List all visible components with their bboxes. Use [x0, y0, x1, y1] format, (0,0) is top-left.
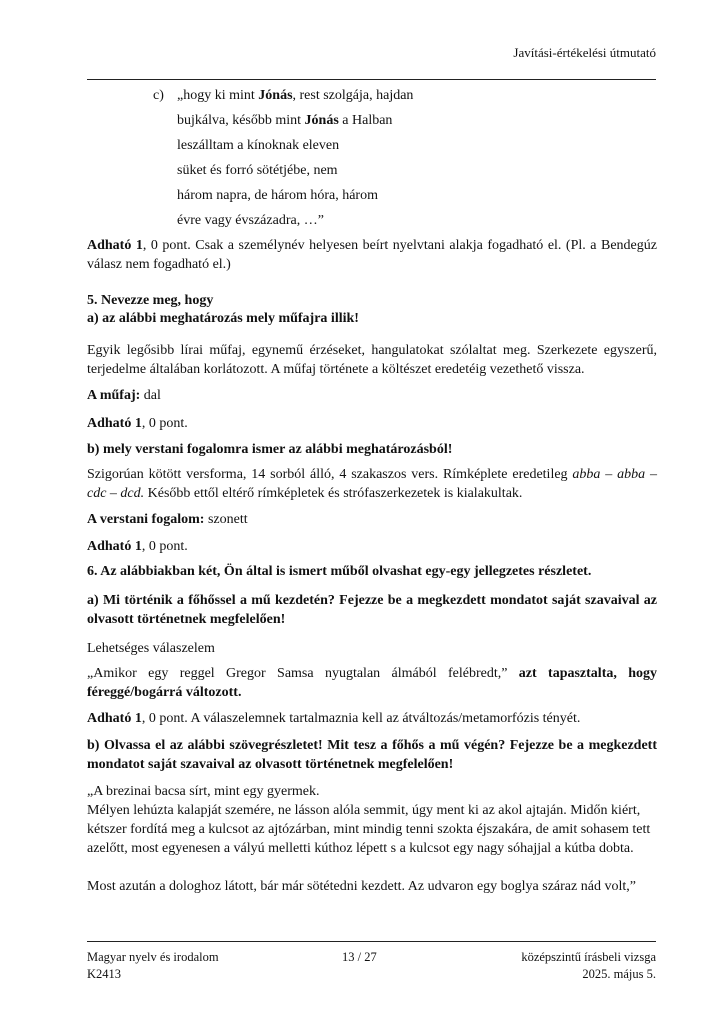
q5-title: 5. Nevezze meg, hogy [87, 293, 214, 308]
q6-title: 6. Az alábbiakban két, Ön által is ismert műből olvashat egy-egy jellegzetes részletet. [87, 564, 592, 579]
footer-code: K2413 [87, 967, 122, 981]
footer-date: 2025. május 5. [582, 967, 656, 981]
q5b-score: Adható 1, 0 pont. [87, 539, 188, 554]
header-rule [87, 79, 656, 80]
footer-rule [87, 941, 656, 942]
q5b-text: Szigorúan kötött versforma, 14 sorból álló, 4 szakaszos vers. Rímképlete eredetileg abba – abba – cdc – dcd. Később ettől eltérő rímképletek és strófaszerkezetek is kialakultak. [87, 467, 658, 501]
poem-line-4: süket és forró sötétjébe, nem [177, 163, 338, 178]
q6a-possible-answer: Lehetséges válaszelem [87, 641, 215, 656]
poem-line-5: három napra, de három hóra, három [177, 188, 378, 203]
excerpt-p1: „A brezinai bacsa sírt, mint egy gyermek. [87, 784, 320, 799]
poem-line-2: bujkálva, később mint Jónás a Halban [177, 113, 393, 128]
excerpt-p2: Mélyen lehúzta kalapját szemére, ne lásson alóla semmit, úgy ment ki az akol ajtaján. Midőn kiért, kétszer fordítá meg a kulcsot az ajtózárban, mint mindig tenni szokta éjszakára, de amit sohasem tett azelőtt, most egyenesen a vályú melletti kúthoz lépett s a kulcsot egy nagy sóhajjal a kútba dobta. [87, 803, 651, 856]
footer-exam: középszintű írásbeli vizsga [521, 950, 656, 964]
poem-line-1: „hogy ki mint Jónás, rest szolgája, hajdan [177, 88, 414, 103]
q5a-answer: A műfaj: dal [87, 388, 161, 403]
header-title: Javítási-értékelési útmutató [513, 45, 656, 60]
q6a-answer: „Amikor egy reggel Gregor Samsa nyugtalan álmából felébredt,” azt tapasztalta, hogy féreggé/bogárrá változott. [87, 666, 657, 700]
poem-line-3: leszálltam a kínoknak eleven [177, 138, 340, 153]
q5a-text: Egyik legősibb lírai műfaj, egynemű érzéseket, hangulatokat szólaltat meg. Szerkezete egyszerű, terjedelme általában korlátozott. A műfaj története a költészet eredetéig vezethető vissza. [87, 343, 657, 377]
q5a-question: a) az alábbi meghatározás mely műfajra illik! [87, 311, 359, 326]
q5a-score: Adható 1, 0 pont. [87, 416, 188, 431]
q5b-answer: A verstani fogalom: szonett [87, 512, 248, 527]
q6a-question: a) Mi történik a főhőssel a mű kezdetén? Fejezze be a megkezdett mondatot saját szavaival az olvasott történetnek megfelelően! [87, 593, 657, 627]
q4-score: Adható 1, 0 pont. Csak a személynév helyesen beírt nyelvtani alakja fogadható el. (Pl. a Bendegúz válasz nem fogadható el.) [87, 238, 657, 272]
footer-subject: Magyar nyelv és irodalom [87, 950, 219, 964]
q5b-question: b) mely verstani fogalomra ismer az alábbi meghatározásból! [87, 442, 453, 457]
q6a-score: Adható 1, 0 pont. A válaszelemnek tartalmaznia kell az átváltozás/metamorfózis tényét. [87, 711, 581, 726]
q6b-question: b) Olvassa el az alábbi szövegrészletet! Mit tesz a főhős a mű végén? Fejezze be a megkezdett mondatot saját szavaival az olvasott történetnek megfelelően! [87, 738, 657, 772]
poem-line-6: évre vagy évszázadra, …” [177, 213, 324, 228]
excerpt-p3: Most azután a dologhoz látott, bár már sötétedni kezdett. Az udvaron egy boglya száraz nád volt,” [87, 879, 636, 894]
poem-label: c) [153, 88, 164, 103]
footer-page: 13 / 27 [342, 950, 377, 964]
